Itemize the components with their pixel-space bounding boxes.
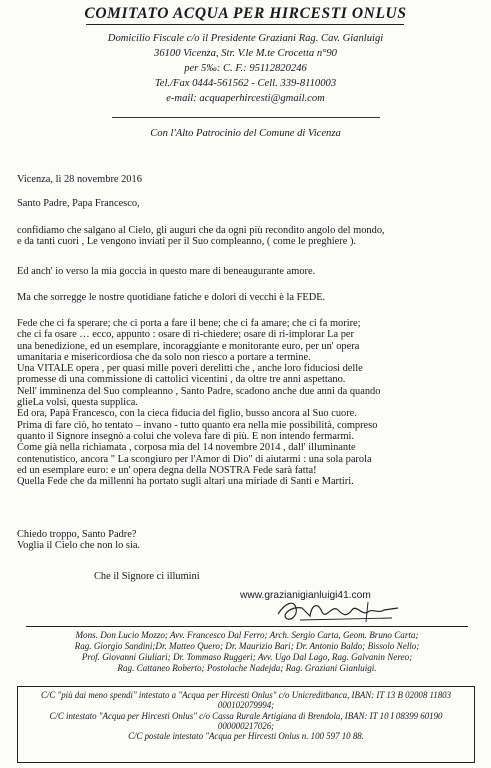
bank-line: C/C postale intestato "Acqua per Hircesti Onlus n. 100 597 10 88. [128,731,364,742]
letterhead-divider [112,117,380,118]
letter-date: Vicenza, lì 28 novembre 2016 [17,174,142,185]
bank-line: 000000217026; [217,720,275,731]
paragraph-line: Chiedo troppo, Santo Padre? [17,529,137,540]
paragraph-3: Ma che sorregge le nostre quotidiane fatiche e dolori di vecchi è la FEDE. [17,292,326,303]
website-text: www.grazianigianluigi41.com [240,590,371,601]
paragraph-line: Quella Fede che da millenni ha portato sugli altari una miriade di Santi e Martiri. [17,476,354,488]
paragraph-line: che ci fa osare … ecco, appunto : osare di ri-chiedere; osare di ri-implorar La per [17,329,354,341]
members-line: Prof. Giovanni Giuliari; Dr. Tommaso Ruggeri; Avv. Ugo Dal Lago, Rag. Galvanin Nereo; [81,651,413,662]
paragraph-line: una benedizione, ed un esemplare, incoraggiante e monitorante euro, per un' opera [17,340,360,352]
letterhead-address-line: Domicilio Fiscale c/o il Presidente Graziani Rag. Cav. Gianluigi [107,33,384,44]
paragraph-line: Fede che ci fa sperare; che ci porta a fare il bene; che ci fa amare; che ci fa morire; [17,318,361,329]
signers-divider [26,626,468,627]
paragraph-2: Ed anch' io verso la mia goccia in questo mare di beneaugurante amore. [17,266,316,277]
paragraph-line: umanitaria e misericordiosa che da solo non riesco a portare a termine. [17,351,311,363]
closing-line: Che il Signore ci illumini [94,571,200,582]
paragraph-line: promesse di una commissione di cattolici vicentini , da oltre tre anni aspettano. [17,374,346,386]
paragraph-line: contenutistico, ancora " La scongiuro per l'Amor di Dio" di aiutarmi : una sola parola [17,453,372,465]
bank-accounts-box [17,686,475,763]
handwritten-signature [272,596,422,624]
paragraph-line: Ed ora, Papà Francesco, con la cieca fiducia del figlio, busso ancora al Suo cuore. [17,408,357,420]
members-line: Rag. Cattaneo Roberto; Postolache Nadejda; Rag. Graziani Gianluigi. [117,662,377,673]
paragraph-line: Nell' imminenza del Suo compleanno , Santo Padre, scadono anche due anni da quando [17,385,381,397]
paragraph-line: Una VITALE opera , per quasi mille poveri derelitti che , anche loro fiduciosi delle [17,363,363,375]
paragraph-1 [17,225,385,248]
paragraph-4 [17,318,380,487]
members-line: Rag. Giorgio Sandini;Dr. Matteo Quero; Dr. Maurizio Bari; Dr. Antonio Baldo; Bissolo Nello; [74,640,420,651]
paragraph-line: confidiamo che salgano al Cielo, gli auguri che da ogni più recondito angolo del mondo, [17,225,385,236]
paragraph-line: ed un esemplare euro: e un' opera degna della NOSTRA Fede sarà fatta! [17,464,317,476]
paragraph-line: e da tanti cuori , Le vengono inviati per il Suo compleanno, ( come le preghiere ). [17,236,357,248]
paragraph-line: glieLa volsi, questa supplica. [17,397,138,409]
letterhead-address-line: 36100 Vicenza, Str. V.le M.te Crocetta n°90 [154,48,337,59]
paragraph-line: Prima di fare ciò, ho tentato – invano - tutto quanto era nella mie possibilità, compreso [17,419,378,431]
bank-line: C/C "più dai meno spendi" intestato a "Acqua per Hircesti Onlus" c/o Unicreditbanca, IBAN: IT 13 B 02008 11803 [40,690,452,700]
letterhead-title: COMITATO ACQUA PER HIRCESTI ONLUS [84,5,407,22]
paragraph-line: Voglia il Cielo che non lo sia. [17,540,141,552]
paragraph-line: Come già nella richiamata , corposa mia del 14 novembre 2014 , dall' illuminante [17,442,356,454]
committee-members [17,630,477,674]
letterhead-phone: Tel./Fax 0444-561562 - Cell. 339-8110003 [154,78,337,89]
paragraph-line: quanto il Signore insegnò a colui che voleva fare di più. E non intendo fermarmi. [17,430,355,442]
paragraph-5 [17,529,140,552]
letterhead-tax-code: per 5‰: C. F.: 95112820246 [184,63,307,74]
members-line: Mons. Don Lucio Mozzo; Avv. Francesco Dal Ferro; Arch. Sergio Carta, Geom. Bruno Carta; [75,630,419,640]
bank-line: C/C intestato "Acqua per Hircesti Onlus" c/o Cassa Rurale Artigiana di Brendola, IBAN: IT 10 I 08399 60190 [49,710,443,721]
letter-salutation: Santo Padre, Papa Francesco, [17,198,140,209]
bank-line: 000102079994; [217,700,275,711]
patronage-line: Con l'Alto Patrocinio del Comune di Vicenza [150,128,341,139]
title-underline [86,24,404,25]
letterhead-email: e-mail: acquaperhircesti@gmail.com [166,93,325,104]
